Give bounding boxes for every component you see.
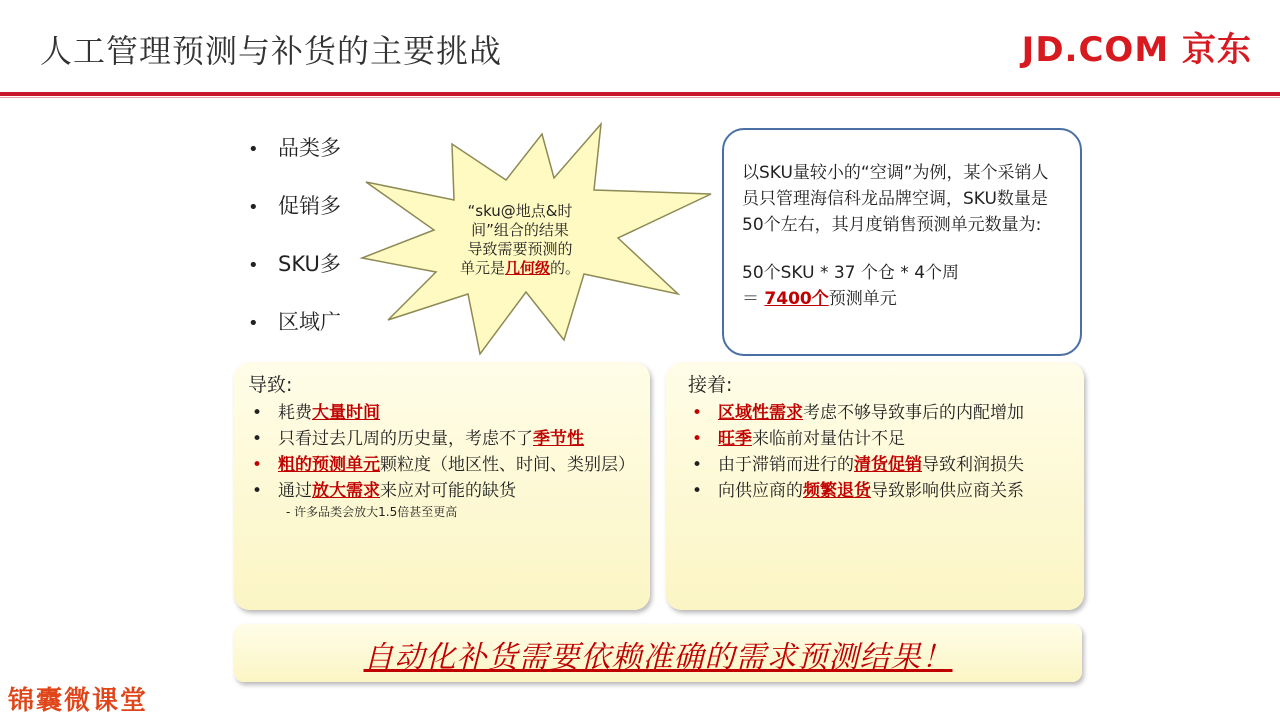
- item-suffix: 导致影响供应商关系: [871, 481, 1024, 501]
- jd-logo: JD.COM 京东: [1021, 30, 1252, 70]
- challenge-item: [248, 132, 341, 190]
- item-highlight: 清货促销: [854, 455, 922, 475]
- starburst-line: 导致需要预测的: [467, 240, 573, 258]
- card-item: [688, 426, 1070, 452]
- item-prefix: 向供应商的: [718, 481, 803, 501]
- conclusion-banner: [234, 624, 1082, 682]
- challenge-item: [248, 306, 341, 364]
- item-highlight: 旺季: [718, 429, 752, 449]
- card-heading: 导致:: [248, 374, 293, 396]
- challenge-label: 区域广: [278, 310, 341, 334]
- starburst-suffix: 的。: [550, 259, 581, 277]
- conclusion-text: 自动化补货需要依赖准确的需求预测结果！: [363, 640, 953, 675]
- item-suffix: 来临前对量估计不足: [752, 429, 905, 449]
- item-prefix: 由于滞销而进行的: [718, 455, 854, 475]
- followup-card: [666, 362, 1084, 610]
- card-item: [688, 478, 1070, 504]
- bullet-icon: •: [692, 403, 703, 423]
- card-item: [688, 452, 1070, 478]
- bullet-icon: •: [252, 481, 263, 501]
- item-suffix: 来应对可能的缺货: [380, 481, 516, 501]
- item-prefix: 只看过去几周的历史量，考虑不了: [278, 429, 533, 449]
- challenge-label: 品类多: [278, 136, 341, 160]
- bullet-icon: •: [248, 139, 259, 160]
- bullet-icon: •: [248, 313, 259, 334]
- item-prefix: 通过: [278, 481, 312, 501]
- challenge-list: [248, 132, 341, 364]
- header-divider: [0, 92, 1280, 96]
- item-prefix: 耗费: [278, 403, 312, 423]
- consequences-card: [234, 362, 650, 610]
- starburst-line: “sku@地点&时: [467, 202, 573, 220]
- item-highlight: 区域性需求: [718, 403, 803, 423]
- card-heading: 接着:: [688, 374, 733, 396]
- result-suffix: 预测单元: [828, 289, 897, 309]
- followup-list: [688, 400, 1070, 504]
- card-item: [248, 452, 636, 478]
- example-text: 以SKU量较小的“空调”为例，某个采销人员只管理海信科龙品牌空调，SKU数量是50个左右，其月度销售预测单元数量为:: [742, 163, 1049, 235]
- result-highlight: 7400个: [764, 289, 829, 309]
- consequences-list: [248, 400, 636, 504]
- challenge-item: [248, 190, 341, 248]
- item-highlight: 放大需求: [312, 481, 380, 501]
- card-item: [248, 400, 636, 426]
- bullet-icon: •: [248, 197, 259, 218]
- bullet-icon: •: [692, 455, 703, 475]
- example-formula: 50个SKU * 37 个仓 * 4个周: [742, 263, 960, 283]
- item-suffix: 导致利润损失: [922, 455, 1024, 475]
- watermark-logo: 锦囊微课堂: [8, 686, 149, 716]
- starburst-highlight: 几何级: [504, 259, 550, 277]
- card-item: [248, 426, 636, 452]
- item-suffix: 颗粒度（地区性、时间、类别层）: [380, 455, 635, 475]
- bullet-icon: •: [252, 403, 263, 423]
- item-suffix: 考虑不够导致事后的内配增加: [803, 403, 1024, 423]
- bullet-icon: •: [692, 481, 703, 501]
- challenge-label: 促销多: [278, 194, 341, 218]
- starburst-line: 间”组合的结果: [471, 221, 569, 239]
- card-note: - 许多品类会放大1.5倍甚至更高: [286, 505, 458, 519]
- starburst-text: [440, 202, 600, 278]
- starburst-line: [440, 259, 600, 278]
- card-item: [248, 478, 636, 504]
- item-highlight: 粗的预测单元: [278, 455, 380, 475]
- bullet-icon: •: [252, 429, 263, 449]
- challenge-item: [248, 248, 341, 306]
- bullet-icon: •: [692, 429, 703, 449]
- page-title: 人工管理预测与补货的主要挑战: [40, 32, 503, 70]
- bullet-icon: •: [248, 255, 259, 276]
- item-highlight: 季节性: [533, 429, 584, 449]
- example-box: [722, 128, 1082, 356]
- bullet-icon: •: [252, 455, 263, 475]
- challenge-label: SKU多: [278, 252, 341, 276]
- result-prefix: ＝: [742, 289, 765, 309]
- header-divider-thin: [0, 97, 1280, 98]
- card-item: [688, 400, 1070, 426]
- item-highlight: 频繁退货: [803, 481, 871, 501]
- starburst-prefix: 单元是: [459, 259, 505, 277]
- example-result: [742, 286, 1060, 312]
- item-highlight: 大量时间: [312, 403, 380, 423]
